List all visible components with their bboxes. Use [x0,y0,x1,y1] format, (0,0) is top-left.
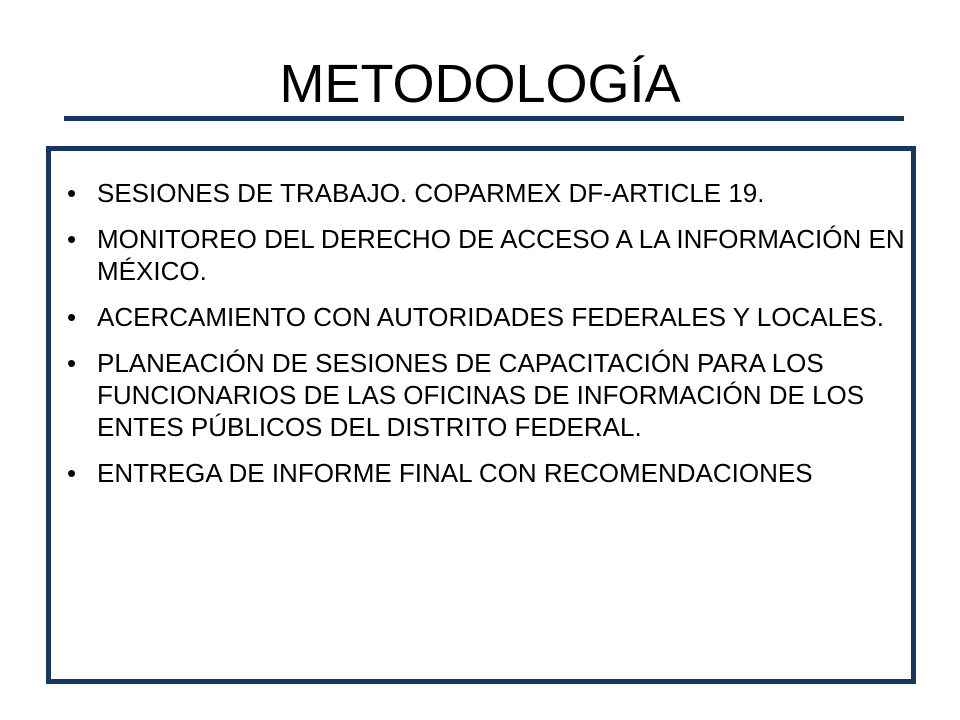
bullet-icon: • [67,348,77,378]
bullet-text: ACERCAMIENTO CON AUTORIDADES FEDERALES Y LOCALES. [97,302,884,332]
bullet-icon: • [67,178,77,208]
bullet-icon: • [67,224,77,254]
slide-title: METODOLOGÍA [279,54,681,114]
content-box [46,146,916,684]
bullet-icon: • [67,302,77,332]
bullet-text: ENTREGA DE INFORME FINAL CON RECOMENDACIONES [97,458,813,488]
bullet-item-1 [61,177,911,209]
bullet-item-5 [61,457,911,489]
bullet-item-3 [61,301,911,333]
bullet-text: SESIONES DE TRABAJO. COPARMEX DF-ARTICLE 19. [97,178,765,208]
bullet-icon: • [67,458,77,488]
title-underline [64,116,904,121]
bullet-text: MONITOREO DEL DERECHO DE ACCESO A LA INFORMACIÓN EN MÉXICO. [97,224,905,286]
bullet-item-4 [61,347,911,443]
bullet-item-2 [61,223,911,287]
bullet-text: PLANEACIÓN DE SESIONES DE CAPACITACIÓN PARA LOS FUNCIONARIOS DE LAS OFICINAS DE INFORMACIÓN DE LOS ENTES PÚBLICOS DEL DISTRITO FEDERAL. [97,348,865,442]
bullet-list [61,177,911,503]
